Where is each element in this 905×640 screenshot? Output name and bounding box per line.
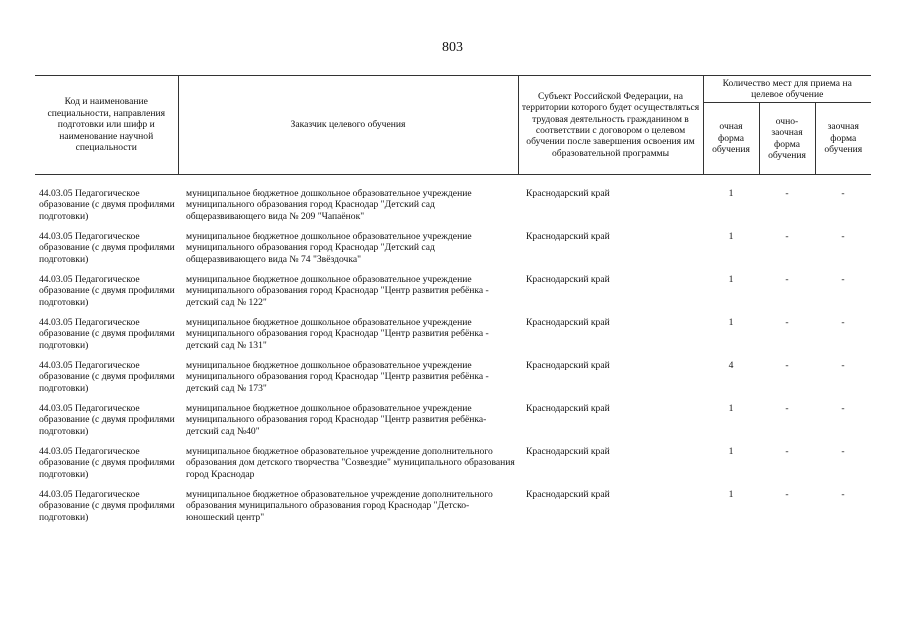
cell-extramural: - [841, 360, 845, 371]
header-region: Субъект Российской Федерации, на территории которого будет осуществляться трудовая деятельность гражданином в соответствии с договором о целевом обучении после завершения освоения им образовательной программы [518, 76, 703, 175]
cell-code: 44.03.05 Педагогическое образование (с двумя профилями подготовки) [39, 360, 175, 394]
cell-extramural: - [841, 403, 845, 414]
cell-extramural: - [841, 489, 845, 500]
cell-region: Краснодарский край [526, 274, 610, 285]
cell-customer: муниципальное бюджетное дошкольное образовательное учреждение муниципального образования город Краснодар "Центр развития ребёнка - детский сад № 131" [186, 317, 489, 351]
header-customer: Заказчик целевого обучения [178, 76, 518, 175]
table-row [35, 403, 871, 446]
table-row [35, 360, 871, 403]
cell-extramural: - [841, 317, 845, 328]
cell-code: 44.03.05 Педагогическое образование (с двумя профилями подготовки) [39, 231, 175, 265]
table-row [35, 274, 871, 317]
cell-customer: муниципальное бюджетное дошкольное образовательное учреждение муниципального образования город Краснодар "Центр развития ребёнка - детский сад № 122" [186, 274, 489, 308]
cell-mixed: - [785, 274, 789, 285]
cell-extramural: - [841, 274, 845, 285]
cell-customer: муниципальное бюджетное дошкольное образовательное учреждение муниципального образования город Краснодар "Центр развития ребёнка-детский сад №40" [186, 403, 487, 437]
cell-fulltime: 1 [728, 188, 734, 199]
cell-code: 44.03.05 Педагогическое образование (с двумя профилями подготовки) [39, 188, 175, 222]
cell-fulltime: 1 [728, 446, 734, 457]
cell-customer: муниципальное бюджетное образовательное учреждение дополнительного образования дом детского творчества "Созвездие" муниципального образования город Краснодар [186, 446, 515, 480]
header-extramural: заочная форма обучения [815, 103, 871, 175]
cell-region: Краснодарский край [526, 188, 610, 199]
header-count: Количество мест для приема на целевое обучение [703, 76, 871, 103]
cell-customer: муниципальное бюджетное дошкольное образовательное учреждение муниципального образования город Краснодар "Детский сад общеразвивающего вида № 209 "Чапаёнок" [186, 188, 472, 222]
cell-customer: муниципальное бюджетное дошкольное образовательное учреждение муниципального образования город Краснодар "Детский сад общеразвивающего вида № 74 "Звёздочка" [186, 231, 472, 265]
cell-code: 44.03.05 Педагогическое образование (с двумя профилями подготовки) [39, 489, 175, 523]
cell-mixed: - [785, 446, 789, 457]
cell-fulltime: 1 [728, 403, 734, 414]
header-mixed: очно-заочная форма обучения [759, 103, 815, 175]
cell-region: Краснодарский край [526, 446, 610, 457]
cell-fulltime: 1 [728, 317, 734, 328]
table-row [35, 231, 871, 274]
table-row [35, 317, 871, 360]
table-body [35, 175, 871, 533]
cell-fulltime: 4 [728, 360, 734, 371]
cell-mixed: - [785, 231, 789, 242]
cell-mixed: - [785, 188, 789, 199]
cell-region: Краснодарский край [526, 360, 610, 371]
cell-customer: муниципальное бюджетное образовательное учреждение дополнительного образования муниципального образования город Краснодар "Детско-юношеский центр" [186, 489, 493, 523]
cell-extramural: - [841, 231, 845, 242]
cell-extramural: - [841, 188, 845, 199]
cell-region: Краснодарский край [526, 231, 610, 242]
table-row [35, 175, 871, 232]
cell-code: 44.03.05 Педагогическое образование (с двумя профилями подготовки) [39, 446, 175, 480]
header-fulltime: очная форма обучения [703, 103, 759, 175]
cell-extramural: - [841, 446, 845, 457]
cell-fulltime: 1 [728, 489, 734, 500]
cell-mixed: - [785, 403, 789, 414]
cell-code: 44.03.05 Педагогическое образование (с двумя профилями подготовки) [39, 403, 175, 437]
table-row [35, 489, 871, 532]
cell-region: Краснодарский край [526, 403, 610, 414]
page-number: 803 [442, 40, 463, 55]
table-header [35, 76, 871, 175]
targeted-training-table [35, 75, 871, 532]
cell-region: Краснодарский край [526, 317, 610, 328]
table-row [35, 446, 871, 489]
cell-fulltime: 1 [728, 274, 734, 285]
cell-region: Краснодарский край [526, 489, 610, 500]
cell-fulltime: 1 [728, 231, 734, 242]
cell-code: 44.03.05 Педагогическое образование (с двумя профилями подготовки) [39, 274, 175, 308]
cell-code: 44.03.05 Педагогическое образование (с двумя профилями подготовки) [39, 317, 175, 351]
cell-customer: муниципальное бюджетное дошкольное образовательное учреждение муниципального образования город Краснодар "Центр развития ребёнка - детский сад № 173" [186, 360, 489, 394]
header-code: Код и наименование специальности, направления подготовки или шифр и наименование научной специальности [35, 76, 178, 175]
cell-mixed: - [785, 489, 789, 500]
cell-mixed: - [785, 360, 789, 371]
cell-mixed: - [785, 317, 789, 328]
